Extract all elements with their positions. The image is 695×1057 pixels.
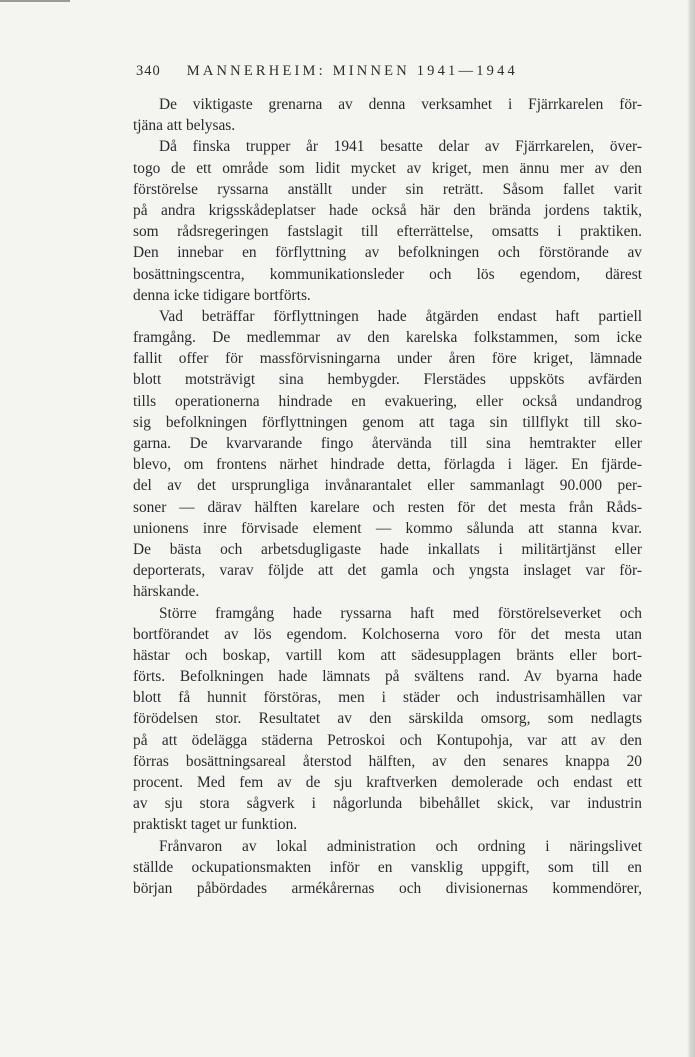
text-line: blott motsträvigt sina hembygder. Flerstädes uppsköts avfärden bbox=[133, 371, 642, 389]
text-line: tills operationerna hindrade en evakuering, eller också undandrog bbox=[133, 392, 642, 410]
text-line: bortförandet av lös egendom. Kolchoserna voro för det mesta utan bbox=[133, 625, 642, 643]
text-line: av sju stora sågverk i någorlunda bibehållet skick, var industrin bbox=[133, 795, 642, 813]
text-line: del av det ursprungliga invånarantalet eller sammanlagt 90.000 per- bbox=[133, 477, 642, 495]
text-line: ställde ockupationsmakten inför en vansklig uppgift, som till en bbox=[133, 858, 642, 876]
text-line: på att ödelägga städerna Petroskoi och Kontupohja, var att av den bbox=[133, 731, 642, 749]
page-number: 340 bbox=[136, 63, 161, 79]
text-line: praktiskt taget ur funktion. bbox=[133, 816, 298, 834]
text-line: bosättningscentra, kommunikationsleder och lös egendom, därest bbox=[133, 265, 642, 283]
text-line: fallit offer för massförvisningarna under åren före kriget, lämnade bbox=[133, 350, 642, 368]
text-line: härskande. bbox=[133, 583, 200, 601]
text-line: soner — därav hälften karelare och resten för det mesta från Råds- bbox=[133, 498, 642, 516]
text-line: unionens inre förvisade element — kommo sålunda att stanna kvar. bbox=[133, 519, 642, 537]
text-line: framgång. De medlemmar av den karelska folkstammen, som icke bbox=[133, 329, 642, 347]
text-line: början påbördades armékårernas och divisionernas kommendörer, bbox=[133, 879, 642, 897]
text-line: Frånvaron av lokal administration och ordning i näringslivet bbox=[159, 837, 642, 855]
scan-edge-top bbox=[0, 0, 70, 2]
text-line: De bästa och arbetsdugligaste hade inkallats i militärtjänst eller bbox=[133, 540, 642, 558]
text-line: sig befolkningen förflyttningen genom att taga sin tillflykt till sko- bbox=[133, 413, 642, 431]
text-line: procent. Med fem av de sju kraftverken demolerade och endast ett bbox=[133, 774, 642, 791]
text-line: på andra krigsskådeplatser hade också här den brända jordens taktik, bbox=[133, 201, 642, 219]
running-title: MANNERHEIM: MINNEN 1941—1944 bbox=[186, 63, 519, 79]
text-line: garna. De kvarvarande fingo återvända till sina hemtrakter eller bbox=[133, 435, 642, 452]
text-line: togo de ett område som lidit mycket av kriget, men ännu mer av den bbox=[133, 159, 642, 177]
text-line: Då finska trupper år 1941 besatte delar av Fjärrkarelen, över- bbox=[159, 138, 642, 156]
text-line: tjäna att belysas. bbox=[133, 117, 236, 135]
text-line: deporterats, varav följde att det gamla och yngsta inslaget var för- bbox=[133, 562, 642, 580]
text-line: Vad beträffar förflyttningen hade åtgärden endast haft partiell bbox=[159, 307, 642, 325]
text-line: denna icke tidigare bortförts. bbox=[133, 286, 311, 304]
text-line: förödelsen stor. Resultatet av den särskilda omsorg, som nedlagts bbox=[133, 710, 642, 728]
text-line: Större framgång hade ryssarna haft med förstörelseverket och bbox=[159, 604, 642, 622]
text-line: blevo, om frontens närhet hindrade detta, förlagda i läger. En fjärde- bbox=[133, 456, 642, 474]
running-head bbox=[136, 58, 596, 84]
text-line: som rådsregeringen fastslagit till efterrättelse, omsatts i praktiken. bbox=[133, 223, 642, 241]
text-line: förts. Befolkningen hade lämnats på svältens rand. Av byarna hade bbox=[133, 668, 642, 686]
text-line: förstörelse ryssarna anställt under sin reträtt. Såsom fallet varit bbox=[133, 180, 642, 198]
body-text bbox=[133, 94, 642, 899]
text-line: Den innebar en förflyttning av befolkningen och förstörande av bbox=[133, 244, 642, 262]
text-line: förras bosättningsareal återstod hälften, av den senares knappa 20 bbox=[133, 752, 642, 770]
scan-edge-right bbox=[687, 0, 695, 1057]
text-line: hästar och boskap, vartill kom att sädesupplagen bränts eller bort- bbox=[133, 646, 642, 664]
text-line: blott få hunnit förstöras, men i städer och industrisamhällen var bbox=[133, 689, 642, 707]
text-line: De viktigaste grenarna av denna verksamhet i Fjärrkarelen för- bbox=[159, 96, 642, 113]
